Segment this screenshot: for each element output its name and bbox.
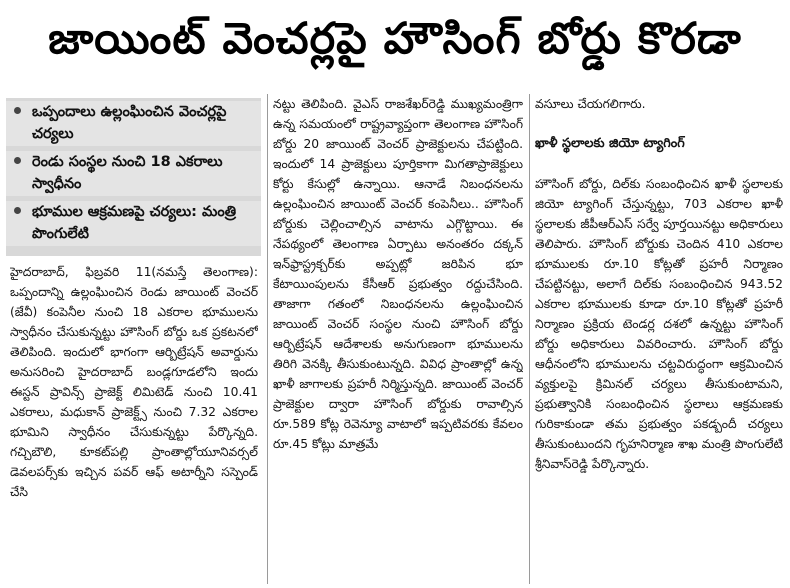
column-1-text: హైదరాబాద్, ఫిబ్రవరి 11(నమస్తే తెలంగాణ): ఒప్పందాన్ని ఉల్లంఘించిన రెండు జాయింట్ వెంచర్ (జేవీ) కంపెనీల నుంచి 18 ఎకరాల భూములను స్వాధీనం చేసుకున్నట్టు హౌసింగ్ బోర్డు ఒక ప్రకటనలో తెలిపింది. ఇందులో భాగంగా ఆర్బిట్రేషన్ అవార్డును అనుసరించి హైదరాబాద్ బండ్లగూడలోని ఇందు ఈస్టన్ ప్రావిన్స్ ప్రాజెక్ట్ లిమిటెడ్ నుంచి 10.41 ఎకరాలు, మధుకాన్ ప్రాజెక్ట్స్ నుంచి 7.32 ఎకరాల భూమిని స్వాధీనం చేసుకున్నట్టు పేర్కొన్నది. గచ్చిబౌలి, కూకట్‌పల్లి ప్రాంతాల్లోయూనివర్సల్ డెవలపర్స్‌కు ఇచ్చిన పవర్ ఆఫ్ అటార్నీని సస్పెండ్ చేసి — [10, 265, 258, 499]
paragraph-gap — [535, 154, 783, 174]
section-subheading: ఖాళీ స్థలాలకు జియో ట్యాగింగ్ — [535, 136, 685, 151]
highlight-text: ఒప్పందాలు ఉల్లంఘించిన వెంచర్లపై చర్యలు — [32, 104, 227, 142]
column-3-text: హౌసింగ్ బోర్డు, దిల్‌కు సంబంధించిన ఖాళీ స్థలాలకు జియో ట్యాగింగ్ చేస్తున్నట్టు, 703 ఎకరాల ఖాళీ స్థలాలకు జీపీఆర్ఎస్ సర్వే పూర్తయినట్టు అధికారులు తెలిపారు. హౌసింగ్ బోర్డుకు చెందిన 410 ఎకరాల భూములకు రూ.10 కోట్లతో ప్రహరీ నిర్మాణం చేపట్టినట్టు, అలాగే దిల్‌కు సంబంధించిన 943.52 ఎకరాల భూములకు కూడా రూ.10 కోట్లతో ప్రహరీ నిర్మాణం ప్రక్రియ టెండర్ల దశలో ఉన్నట్టు హౌసింగ్ బోర్డు అధికారులు వివరించారు. హౌసింగ్ బోర్డు ఆధీనంలోని భూములను చట్టవిరుద్ధంగా ఆక్రమించిన వ్యక్తులపై క్రిమినల్ చర్యలు తీసుకుంటామని, ప్రభుత్వానికి సంబంధించిన స్థలాలు ఆక్రమణకు గురికాకుండా తమ ప్రభుత్వం పకడ్బందీ చర్యలు తీసుకుంటుందని గృహనిర్మాణ శాఖ మంత్రి పొంగులేటి శ్రీనివాస్‌రెడ్డి పేర్కొన్నారు. — [535, 177, 783, 471]
column-3-intro: వసూలు చేయగలిగారు. — [535, 97, 646, 111]
column-divider — [267, 94, 268, 584]
paragraph-gap — [535, 114, 783, 134]
highlight-item — [6, 101, 261, 146]
column-divider — [529, 94, 530, 584]
column-2-text: నట్టు తెలిపింది. వైఎస్ రాజశేఖర్‌రెడ్డి ముఖ్యమంత్రిగా ఉన్న సమయంలో రాష్ట్రవ్యాప్తంగా తెలంగాణ హౌసింగ్ బోర్డు 20 జాయింట్ వెంచర్ ప్రాజెక్టులను చేపట్టింది. ఇందులో 14 ప్రాజెక్టులు పూర్తికాగా మిగతాప్రాజెక్టులు కోర్టు కేసుల్లో ఉన్నాయి. ఆనాడే నిబంధనలను ఉల్లంఘించిన జాయింట్ వెంచర్ కంపెనీలు.. హౌసింగ్ బోర్డుకు చెల్లించాల్సిన వాటాను ఎగ్గొట్టాయి. ఈ నేపథ్యంలో తెలంగాణ ఏర్పాటు అనంతరం దక్కన్ ఇన్‌ఫ్రాస్ట్రక్చర్‌కు అప్పట్లో జరిపిన భూ కేటాయింపులను కేసీఆర్ ప్రభుత్వం రద్దుచేసింది. తాజాగా గతంలో నిబంధనలను ఉల్లంఘించిన జాయింట్ వెంచర్ సంస్థల నుంచి హౌసింగ్ బోర్డు ఆర్బిట్రేషన్ ఆదేశాలకు అనుగుణంగా భూములను తిరిగి వెనక్కి తీసుకుంటున్నది. వివిధ ప్రాంతాల్లో ఉన్న ఖాళీ జాగాలకు ప్రహరీ నిర్మిస్తున్నది. జాయింట్ వెంచర్ ప్రాజెక్టుల ద్వారా హౌసింగ్ బోర్డుకు రావాల్సిన రూ.589 కోట్ల రెవెన్యూ వాటాలో ఇప్పటివరకు కేవలం రూ.45 కోట్లు మాత్రమే — [273, 97, 523, 451]
article-column-3 — [535, 94, 783, 584]
article-column-2 — [273, 94, 523, 584]
highlight-item — [6, 151, 261, 196]
highlight-item — [6, 201, 261, 246]
bullet-icon — [14, 107, 21, 114]
highlights-box — [6, 98, 261, 256]
bullet-icon — [14, 207, 21, 214]
highlight-text: రెండు సంస్థల నుంచి 18 ఎకరాలు స్వాధీనం — [32, 154, 223, 192]
bullet-icon — [14, 157, 21, 164]
article-column-1 — [10, 262, 258, 586]
highlight-text: భూముల ఆక్రమణపై చర్యలు: మంత్రి పొంగులేటి — [32, 204, 237, 242]
article-headline: జాయింట్ వెంచర్లపై హౌసింగ్ బోర్డు కొరడా — [48, 14, 742, 64]
